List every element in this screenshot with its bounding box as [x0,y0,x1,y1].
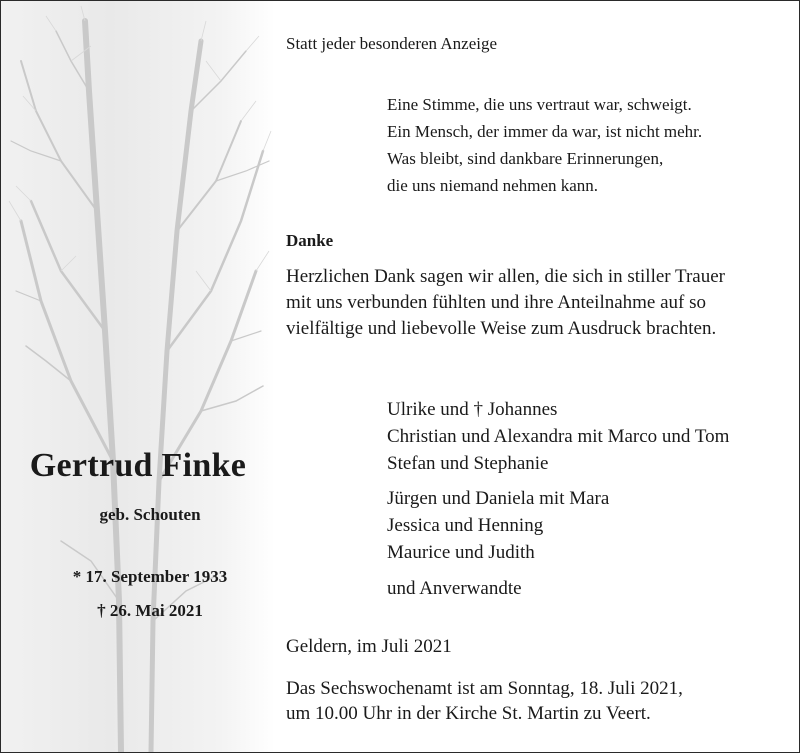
poem-line: Ein Mensch, der immer da war, ist nicht mehr. [387,122,703,141]
poem-line: die uns niemand nehmen kann. [387,176,599,195]
thanks-line: Herzlichen Dank sagen wir allen, die sich in stiller Trauer [286,266,725,287]
family-group [387,396,729,477]
relatives-line: und Anverwandte [387,578,522,599]
service-line: Das Sechswochenamt ist am Sonntag, 18. Juli 2021, [286,678,683,699]
service-line: um 10.00 Uhr in der Kirche St. Martin zu Veert. [286,703,651,724]
family-list [387,396,729,602]
service-info [286,676,683,726]
winter-tree-image [1,1,275,752]
tree-illustration [1,1,275,752]
thanks-heading: Danke [286,231,334,250]
thanks-text [286,264,786,342]
intro-line: Statt jeder besonderen Anzeige [286,34,498,53]
family-member: Maurice und Judith [387,542,535,563]
thanks-line: vielfältige und liebevolle Weise zum Ausdruck brachten. [286,318,717,339]
family-member: Jessica und Henning [387,515,544,536]
family-member: Stefan und Stephanie [387,453,549,474]
family-member: Christian und Alexandra mit Marco und Tom [387,426,730,447]
poem-line: Was bleibt, sind dankbare Erinnerungen, [387,149,664,168]
maiden-name: geb. Schouten [99,505,201,524]
poem-line: Eine Stimme, die uns vertraut war, schweigt. [387,95,692,114]
poem [387,91,702,199]
family-member: Jürgen und Daniela mit Mara [387,488,610,509]
death-date: † 26. Mai 2021 [97,601,203,620]
thanks-line: mit uns verbunden fühlten und ihre Anteilnahme auf so [286,292,707,313]
deceased-name: Gertrud Finke [29,447,247,484]
family-group [387,485,729,566]
birth-date: * 17. September 1933 [72,567,228,586]
family-member: Ulrike und † Johannes [387,399,558,420]
place-date: Geldern, im Juli 2021 [286,636,452,657]
